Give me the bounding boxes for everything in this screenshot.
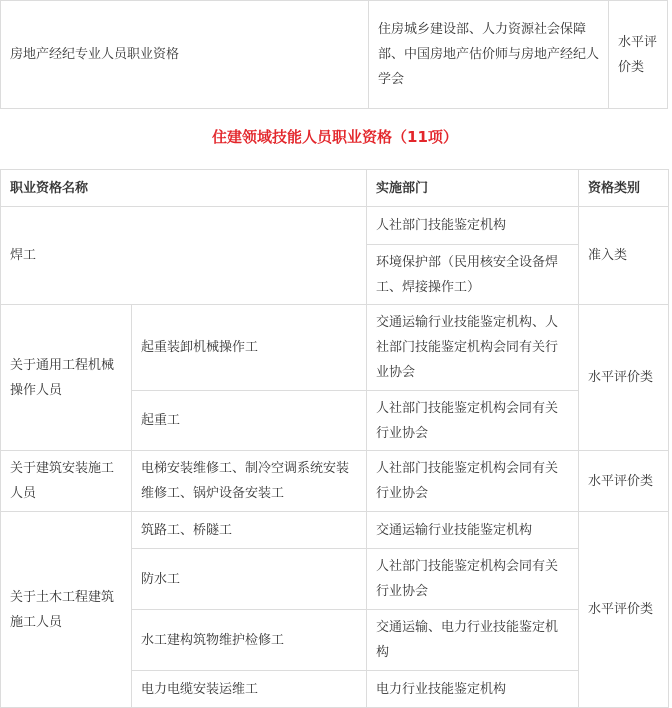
sub-qualification: 防水工 [132,549,367,610]
implementing-dept: 电力行业技能鉴定机构 [367,671,579,708]
implementing-dept: 人社部门技能鉴定机构会同有关行业协会 [367,451,579,512]
implementing-dept: 环境保护部（民用核安全设备焊工、焊接操作工） [367,245,579,305]
header-name: 职业资格名称 [1,170,367,207]
sub-qualification: 起重工 [132,391,367,451]
qualification-group: 关于通用工程机械操作人员 [1,305,132,451]
real-estate-table [0,0,668,109]
implementing-dept: 交通运输行业技能鉴定机构 [367,512,579,549]
table-row [1,512,669,549]
qualification-group: 关于建筑安装施工人员 [1,451,132,512]
implementing-dept: 人社部门技能鉴定机构会同有关行业协会 [367,391,579,451]
header-dept: 实施部门 [367,170,579,207]
qualification-group: 关于土木工程建筑施工人员 [1,512,132,708]
qualification-name: 房地产经纪专业人员职业资格 [1,1,369,109]
table-row [1,1,668,109]
skills-qualification-table [0,169,669,708]
table-row [1,451,669,512]
implementing-dept: 交通运输行业技能鉴定机构、人社部门技能鉴定机构会同有关行业协会 [367,305,579,391]
sub-qualification: 电力电缆安装运维工 [132,671,367,708]
qualification-category: 水平评价类 [579,305,669,451]
qualification-category: 准入类 [579,207,669,305]
qualification-category: 水平评价类 [609,1,668,109]
sub-qualification: 起重装卸机械操作工 [132,305,367,391]
sub-qualification: 水工建构筑物维护检修工 [132,610,367,671]
sub-qualification: 筑路工、桥隧工 [132,512,367,549]
table-row [1,207,669,245]
implementing-dept: 交通运输、电力行业技能鉴定机构 [367,610,579,671]
implementing-dept: 住房城乡建设部、人力资源社会保障部、中国房地产估价师与房地产经纪人学会 [369,1,609,109]
implementing-dept: 人社部门技能鉴定机构 [367,207,579,245]
qualification-category: 水平评价类 [579,451,669,512]
section-title: 住建领域技能人员职业资格（11项） [212,128,458,146]
table-header-row [1,170,669,207]
qualification-name: 焊工 [1,207,367,305]
qualification-category: 水平评价类 [579,512,669,708]
sub-qualification: 电梯安装维修工、制冷空调系统安装维修工、锅炉设备安装工 [132,451,367,512]
table-row [1,305,669,391]
header-category: 资格类别 [579,170,669,207]
implementing-dept: 人社部门技能鉴定机构会同有关行业协会 [367,549,579,610]
